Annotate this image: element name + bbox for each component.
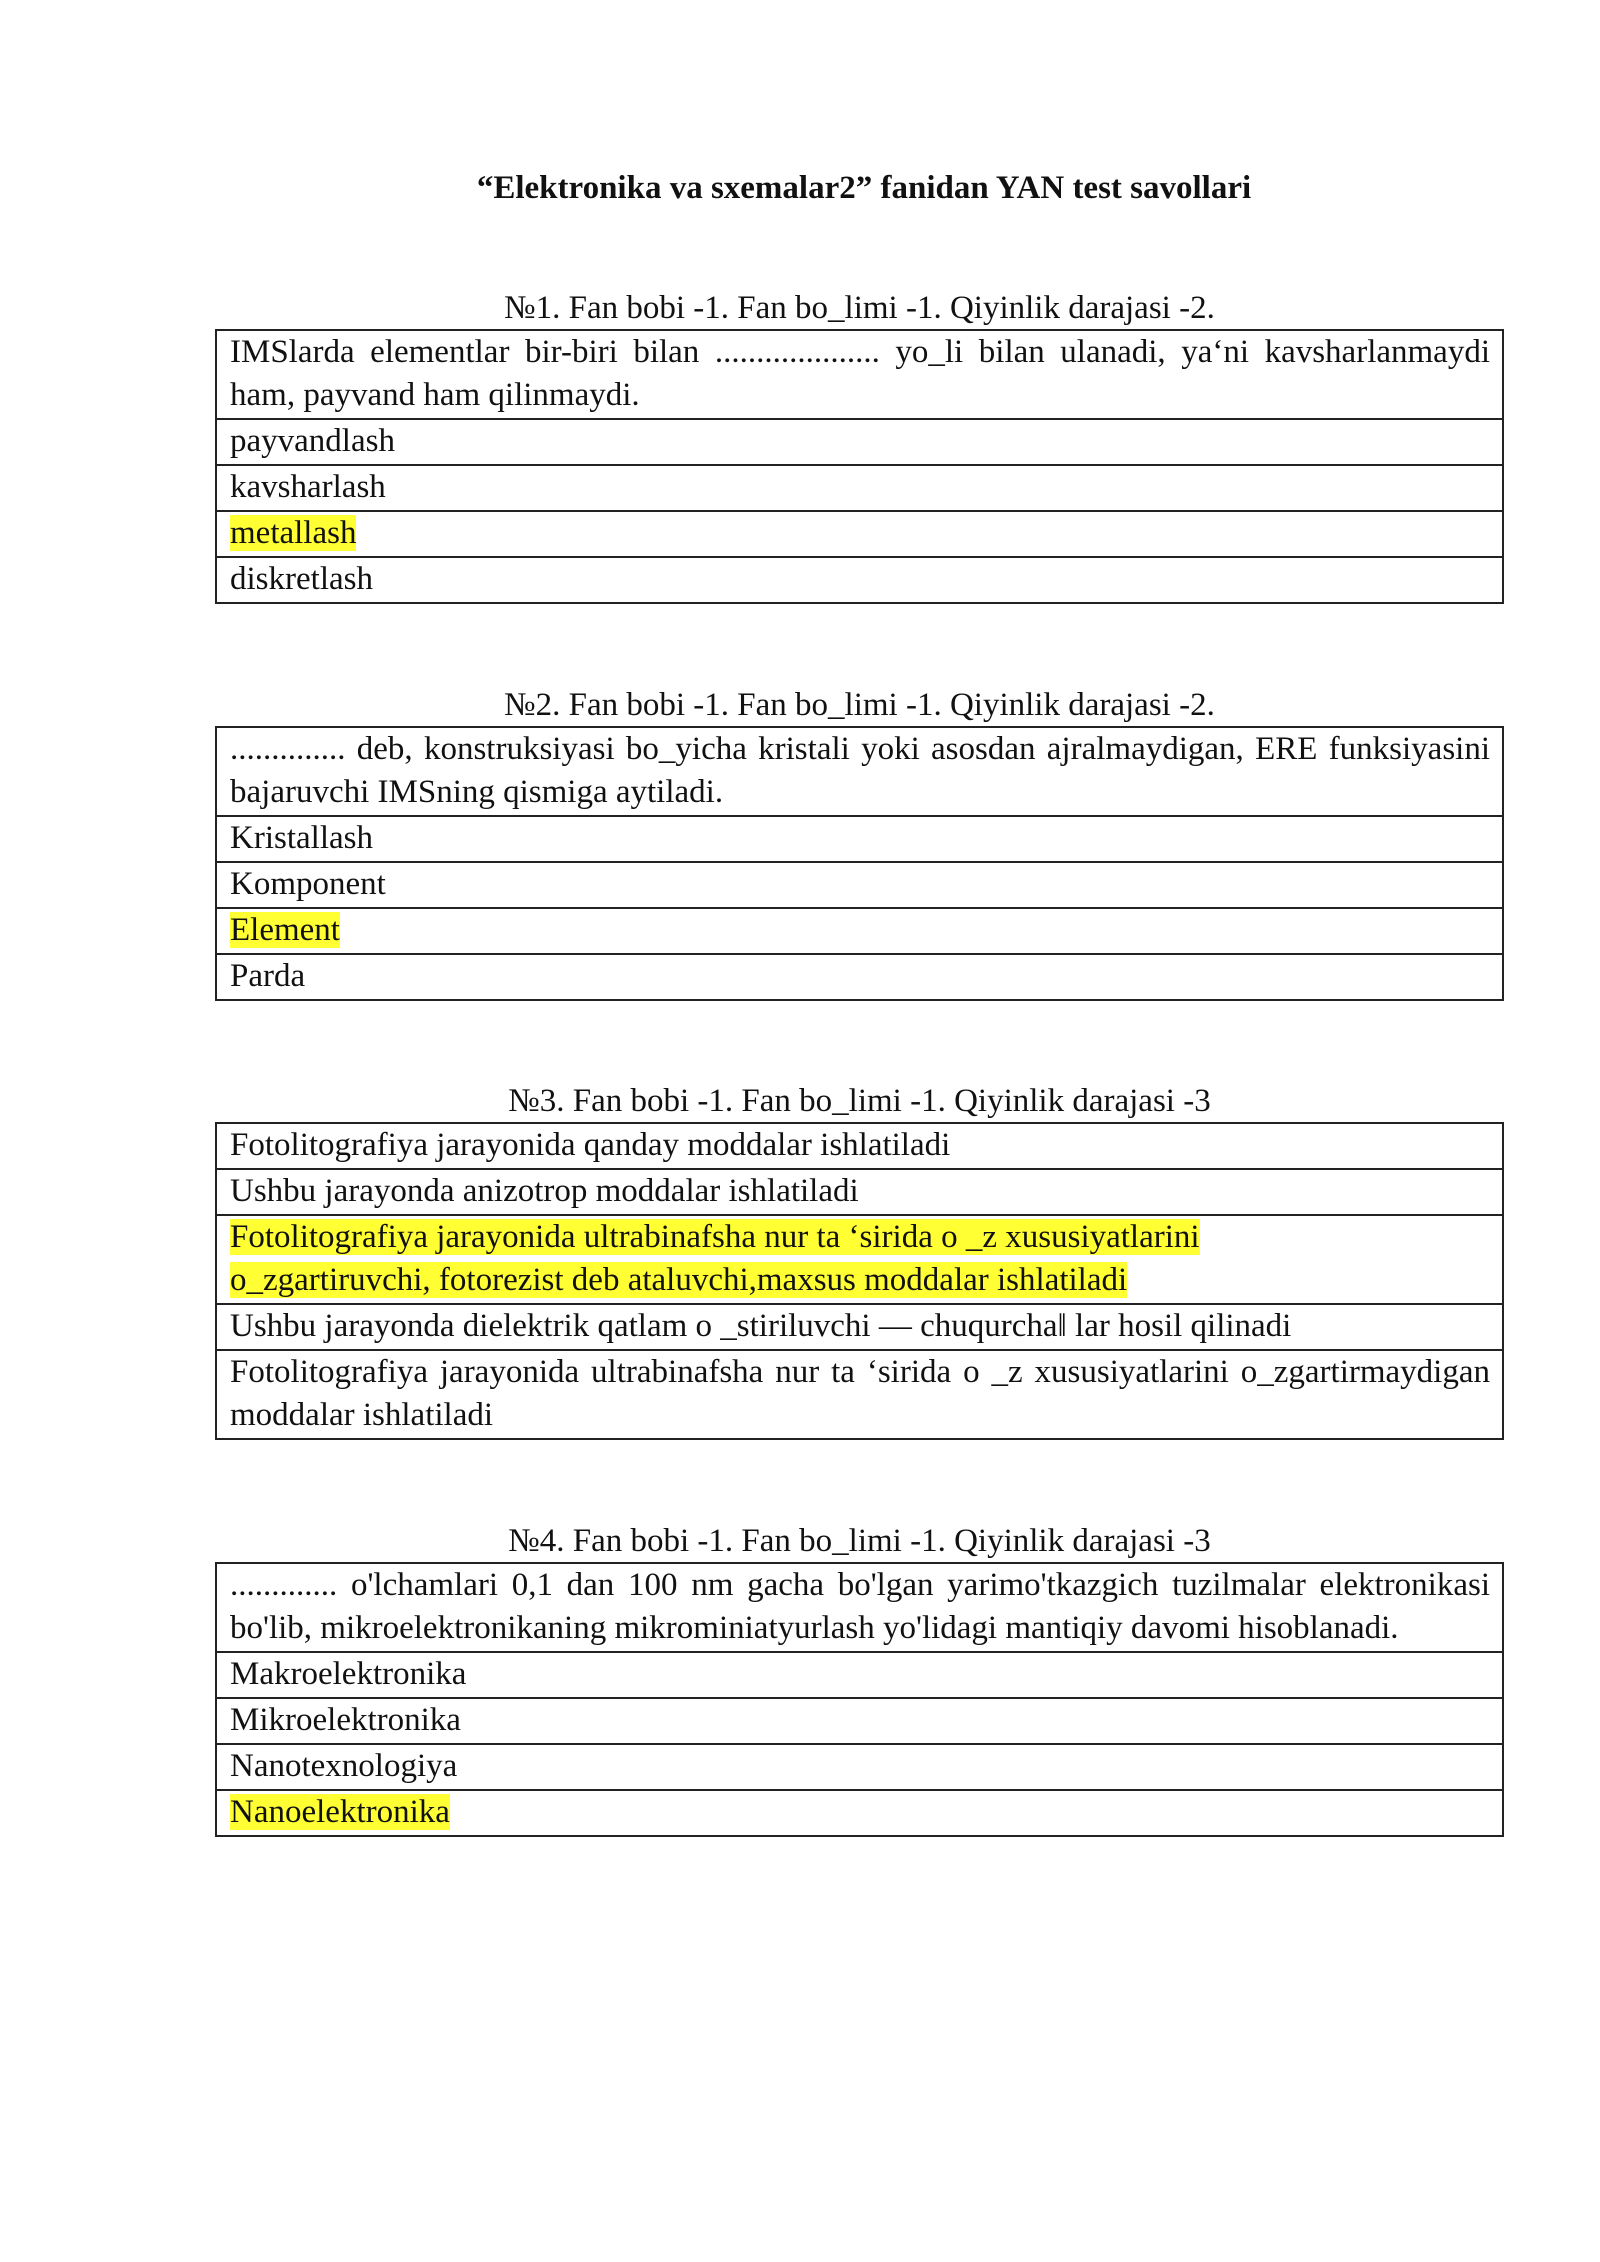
question-stem-row [216,727,1503,816]
question-4 [215,1521,1504,1837]
answer-option [216,1304,1503,1350]
answer-option-text: Ushbu jarayonda anizotrop moddalar ishlatiladi [230,1173,859,1209]
answer-option-row [216,1698,1503,1744]
question-stem: Fotolitografiya jarayonida qanday moddalar ishlatiladi [216,1123,1503,1169]
page-title: “Elektronika va sxemalar2” fanidan YAN test savollari [476,170,1252,206]
answer-option [216,954,1503,1000]
question-table [215,1122,1504,1440]
answer-option-row [216,1744,1503,1790]
question-table [215,329,1504,604]
answer-option-correct [216,1790,1503,1836]
answer-option-row [216,1215,1503,1304]
question-heading: №3. Fan bobi -1. Fan bo_limi -1. Qiyinlik darajasi -3 [508,1083,1211,1119]
answer-option-text: Makroelektronika [230,1656,467,1692]
question-stem-row [216,1123,1503,1169]
answer-option: Fotolitografiya jarayonida ultrabinafsha nur ta ‘sirida o _z xususiyatlarini o_zgartirmaydigan moddalar ishlatiladi [216,1350,1503,1439]
answer-option-row [216,1790,1503,1836]
answer-option-text: diskretlash [230,561,373,597]
question-3 [215,1081,1504,1440]
question-heading: №2. Fan bobi -1. Fan bo_limi -1. Qiyinlik darajasi -2. [504,687,1215,723]
highlighted-answer-text: Element [230,912,340,948]
answer-option-correct [216,511,1503,557]
answer-option-row [216,1350,1503,1439]
answer-option-text: Ushbu jarayonda dielektrik qatlam o _stiriluvchi — chuqurcha‖ lar hosil qilinadi [230,1308,1292,1344]
question-stem: .............. deb, konstruksiyasi bo_yicha kristali yoki asosdan ajralmaydigan, ERE funksiyasini bajaruvchi IMSning qismiga aytiladi. [216,727,1503,816]
question-stem: IMSlarda elementlar bir-biri bilan .................... yo_li bilan ulanadi, ya‘ni kavsharlanmaydi ham, payvand ham qilinmaydi. [216,330,1503,419]
answer-option [216,1169,1503,1215]
highlighted-answer-text: Fotolitografiya jarayonida ultrabinafsha nur ta ‘sirida o _z xususiyatlarini o_zgartiruvchi, fotorezist deb ataluvchi,maxsus moddalar ishlatiladi [230,1219,1200,1298]
answer-option-text: Mikroelektronika [230,1702,461,1738]
highlighted-answer-text: metallash [230,515,357,551]
answer-option-text: Komponent [230,866,386,902]
answer-option-text: Kristallash [230,820,373,856]
question-1 [215,288,1504,604]
question-heading: №4. Fan bobi -1. Fan bo_limi -1. Qiyinlik darajasi -3 [508,1523,1211,1559]
question-stem-row [216,1563,1503,1652]
answer-option-row [216,419,1503,465]
answer-option-text: payvandlash [230,423,395,459]
question-2 [215,685,1504,1001]
answer-option-row [216,862,1503,908]
highlighted-answer-text: Nanoelektronika [230,1794,450,1830]
answer-option-row [216,816,1503,862]
answer-option-row [216,1652,1503,1698]
answer-option-text: kavsharlash [230,469,386,505]
answer-option-correct [216,1215,1503,1304]
answer-option-row [216,465,1503,511]
answer-option-text: Nanotexnologiya [230,1748,458,1784]
answer-option [216,1652,1503,1698]
answer-option-row [216,511,1503,557]
answer-option-row [216,954,1503,1000]
answer-option-text: Parda [230,958,306,994]
answer-option [216,465,1503,511]
question-stem: ............. o'lchamlari 0,1 dan 100 nm gacha bo'lgan yarimo'tkazgich tuzilmalar elektronikasi bo'lib, mikroelektronikaning mikrominiatyurlash yo'lidagi mantiqiy davomi hisoblanadi. [216,1563,1503,1652]
answer-option-row [216,557,1503,603]
question-stem-row [216,330,1503,419]
question-heading: №1. Fan bobi -1. Fan bo_limi -1. Qiyinlik darajasi -2. [504,290,1215,326]
answer-option-row [216,908,1503,954]
answer-option [216,1698,1503,1744]
answer-option-row [216,1304,1503,1350]
answer-option-correct [216,908,1503,954]
answer-option [216,557,1503,603]
answer-option [216,1744,1503,1790]
answer-option-row [216,1169,1503,1215]
answer-option [216,862,1503,908]
question-table [215,726,1504,1001]
answer-option [216,419,1503,465]
question-table [215,1562,1504,1837]
answer-option [216,816,1503,862]
